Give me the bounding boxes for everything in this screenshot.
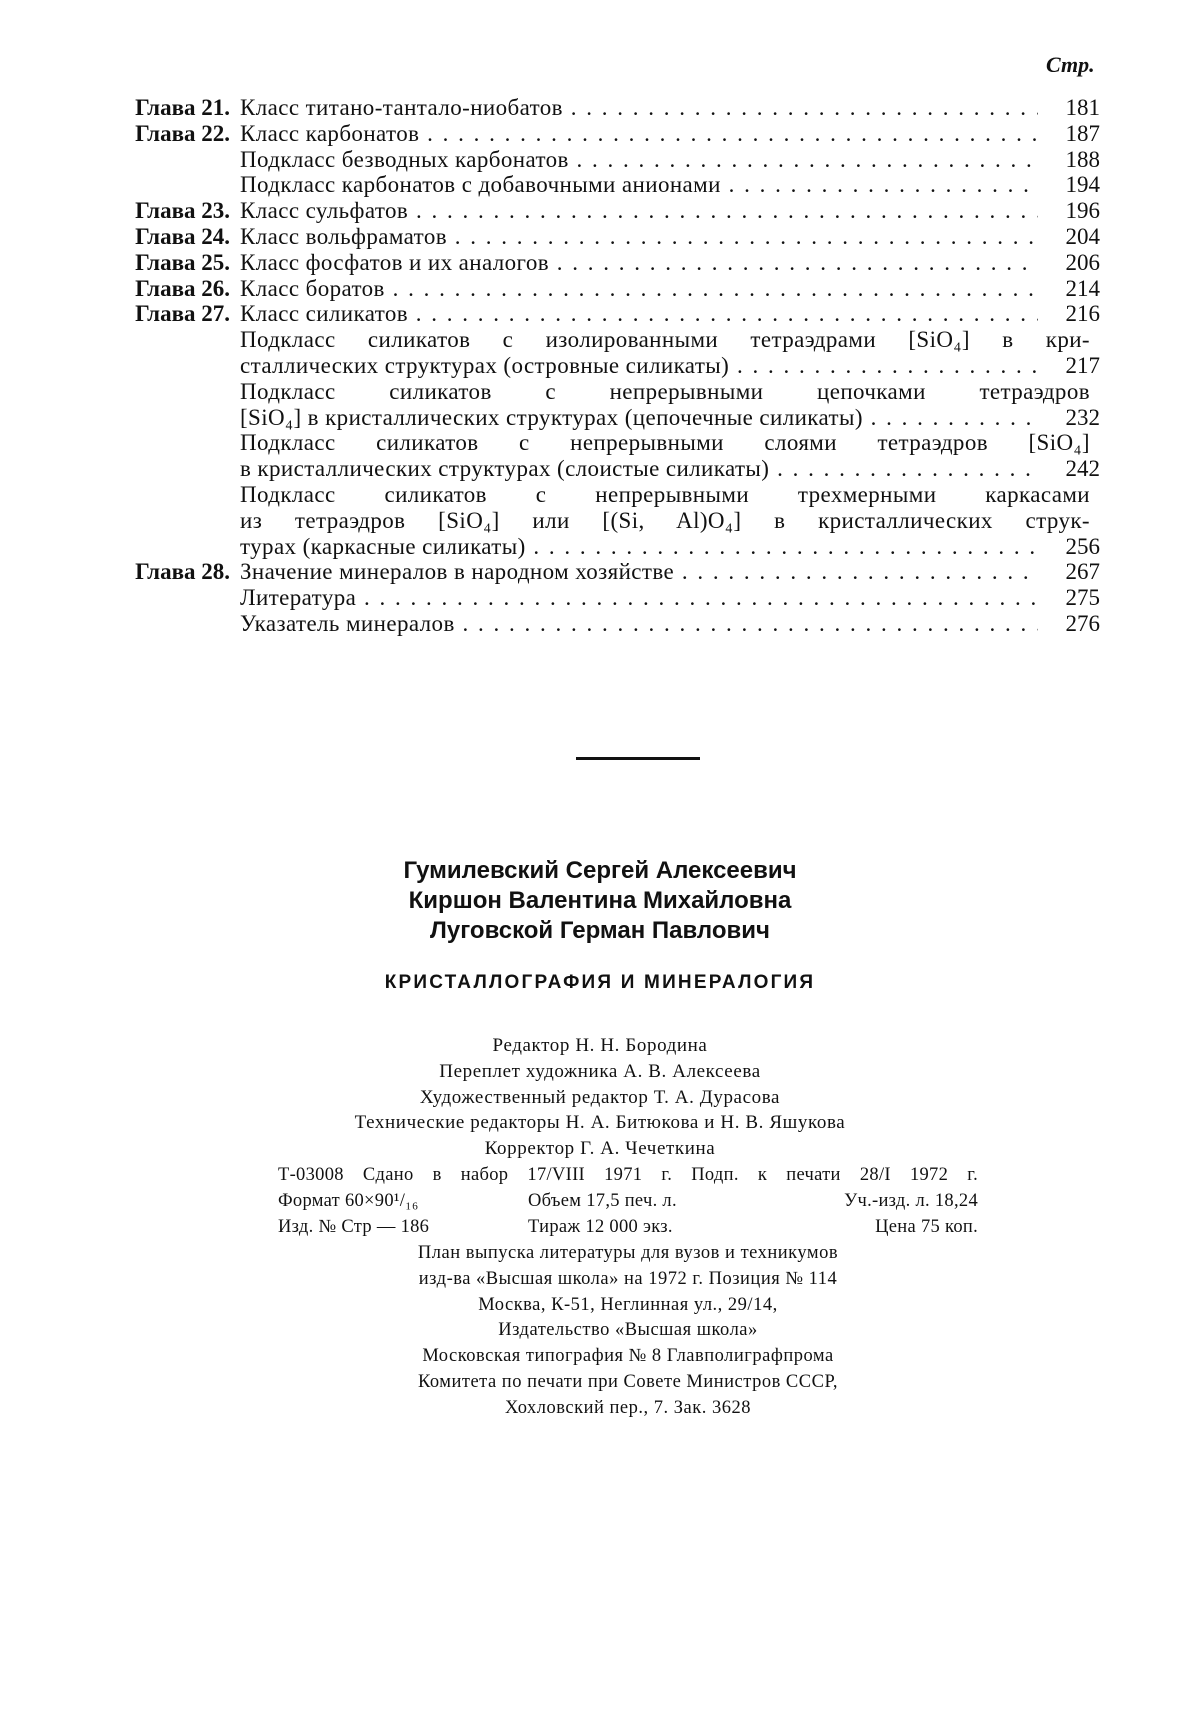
imprint-line-format: [278, 1189, 978, 1215]
author-name: Киршон Валентина Михайловна: [408, 887, 792, 914]
toc-entry-title: в кристаллических структурах (слоистые силикаты) . . .: [240, 456, 1038, 482]
toc-entry-title: Класс силикатов . . .: [240, 301, 1038, 327]
toc-chapter-label: Глава 21.: [135, 95, 230, 120]
toc-page-number: 196: [1065, 198, 1100, 224]
imprint-line-submission: Т-03008 Сдано в набор 17/VIII 1971 г. Подп. к печати 28/I 1972 г.: [278, 1165, 978, 1185]
toc-entry-title: Класс титано-тантало-ниобатов . . .: [240, 95, 1038, 121]
toc-entry-title: из тетраэдров [SiO₄] или [(Si, Al)O₄] в кристаллических струк-: [240, 507, 1090, 533]
toc-entry-title: Указатель минералов . . .: [240, 611, 1038, 637]
book-title: КРИСТАЛЛОГРАФИЯ И МИНЕРАЛОГИЯ: [384, 972, 816, 993]
toc-entry-title: Литература . . .: [240, 585, 1038, 611]
toc-chapter-label: Глава 25.: [135, 249, 230, 275]
author-name: Луговской Герман Павлович: [430, 917, 770, 944]
publisher-line: План выпуска литературы для вузов и техникумов: [417, 1243, 839, 1263]
credit-line: Редактор Н. Н. Бородина: [492, 1035, 708, 1056]
toc-page-number: 256: [1065, 533, 1100, 559]
toc-chapter-label: Глава 27.: [135, 301, 230, 327]
imprint-block: [278, 1163, 978, 1240]
toc-entry-title: Подкласс силикатов с изолированными тетраэдрами [SiO₄] в кри-: [240, 327, 1090, 353]
toc-entry: [100, 147, 1100, 173]
toc-entry: [100, 430, 1100, 456]
toc-entry: [100, 121, 1100, 147]
toc-entry: [100, 482, 1100, 508]
toc-page-number: 216: [1065, 301, 1100, 327]
credit-line: Художественный редактор Т. А. Дурасова: [419, 1086, 781, 1108]
table-of-contents: [100, 95, 1100, 637]
publisher-block: [0, 1241, 1200, 1422]
toc-page-number: 181: [1065, 95, 1100, 120]
toc-entry: [100, 405, 1100, 431]
credit-line: Переплет художника А. В. Алексеева: [439, 1060, 761, 1082]
imprint-price: Цена 75 коп.: [875, 1216, 978, 1237]
toc-page-number: 206: [1065, 249, 1100, 275]
toc-chapter-label: Глава 22.: [135, 120, 230, 146]
toc-entry: [100, 301, 1100, 327]
toc-entry-title: Класс боратов . . .: [240, 276, 1038, 302]
toc-entry-title: Класс карбонатов . . .: [240, 121, 1038, 147]
toc-entry: [100, 559, 1100, 585]
imprint-uch-izd: Уч.-изд. л. 18,24: [844, 1190, 978, 1211]
toc-entry: [100, 508, 1100, 534]
toc-chapter-label: Глава 28.: [135, 559, 230, 585]
toc-page-number: 188: [1065, 146, 1100, 172]
toc-page-number: 194: [1065, 172, 1100, 198]
toc-entry: [100, 95, 1100, 121]
toc-entry-title: Класс фосфатов и их аналогов . . .: [240, 250, 1038, 276]
toc-chapter-label: Глава 23.: [135, 198, 230, 224]
toc-entry: [100, 379, 1100, 405]
authors-block: [0, 856, 1200, 946]
toc-entry-title: Класс вольфраматов . . .: [240, 224, 1038, 250]
toc-page-number: 267: [1065, 559, 1100, 585]
toc-entry: [100, 611, 1100, 637]
toc-entry-title: Подкласс силикатов с непрерывными цепочками тетраэдров: [240, 378, 1090, 404]
toc-entry: [100, 327, 1100, 353]
toc-entry: [100, 250, 1100, 276]
imprint-format: Формат 60×90¹/₁₆: [278, 1190, 419, 1211]
toc-page-number: 242: [1065, 456, 1100, 482]
publisher-line: Издательство «Высшая школа»: [498, 1320, 758, 1341]
toc-entry-title: Подкласс силикатов с непрерывными трехмерными каркасами: [240, 481, 1090, 507]
toc-entry: [100, 224, 1100, 250]
toc-page-number: 275: [1065, 585, 1100, 611]
publisher-line: Москва, К-51, Неглинная ул., 29/14,: [478, 1294, 778, 1315]
toc-entry-title: Подкласс силикатов с непрерывными слоями тетраэдров [SiO₄]: [240, 430, 1090, 456]
author-name: Гумилевский Сергей Алексеевич: [403, 857, 797, 884]
toc-page-number: 276: [1065, 610, 1100, 636]
toc-entry-title: [SiO₄] в кристаллических структурах (цепочечные силикаты) . . .: [240, 405, 1038, 431]
toc-entry: [100, 276, 1100, 302]
toc-page-number: 217: [1065, 352, 1100, 378]
imprint-line-edition: [278, 1215, 978, 1241]
toc-entry: [100, 585, 1100, 611]
section-divider: [576, 757, 700, 760]
publisher-line: Московская типография № 8 Главполиграфпрома: [422, 1346, 834, 1367]
toc-entry-title: Класс сульфатов . . .: [240, 198, 1038, 224]
imprint-izd-no: Изд. № Стр — 186: [278, 1216, 430, 1237]
publisher-line: изд-ва «Высшая школа» на 1972 г. Позиция № 114: [418, 1268, 838, 1289]
toc-entry-title: сталлических структурах (островные силикаты) . . .: [240, 353, 1038, 379]
credit-line: Технические редакторы Н. А. Битюкова и Н. В. Яшукова: [354, 1112, 846, 1134]
imprint-tirazh: Тираж 12 000 экз.: [528, 1216, 673, 1237]
toc-page-number: 232: [1065, 404, 1100, 430]
toc-page-number: 204: [1065, 223, 1100, 249]
page-column-header: Стр.: [1046, 52, 1095, 77]
toc-entry: [100, 534, 1100, 560]
toc-chapter-label: Глава 24.: [135, 223, 230, 249]
toc-page-number: 214: [1065, 275, 1100, 301]
imprint-volume: Объем 17,5 печ. л.: [528, 1190, 677, 1211]
toc-chapter-label: Глава 26.: [135, 275, 230, 301]
credits-block: [0, 1033, 1200, 1162]
toc-entry: [100, 172, 1100, 198]
toc-entry: [100, 198, 1100, 224]
toc-entry-title: Значение минералов в народном хозяйстве . . .: [240, 559, 1038, 585]
toc-entry-title: турах (каркасные силикаты) . . .: [240, 534, 1038, 560]
publisher-line: Комитета по печати при Совете Министров СССР,: [417, 1371, 839, 1392]
credit-line: Корректор Г. А. Чечеткина: [484, 1138, 716, 1160]
publisher-line: Хохловский пер., 7. Зак. 3628: [505, 1397, 751, 1418]
toc-entry-title: Подкласс безводных карбонатов . . .: [240, 147, 1038, 173]
toc-entry: [100, 456, 1100, 482]
toc-page-number: 187: [1065, 120, 1100, 146]
toc-entry: [100, 353, 1100, 379]
toc-entry-title: Подкласс карбонатов с добавочными анионами . . .: [240, 172, 1038, 198]
